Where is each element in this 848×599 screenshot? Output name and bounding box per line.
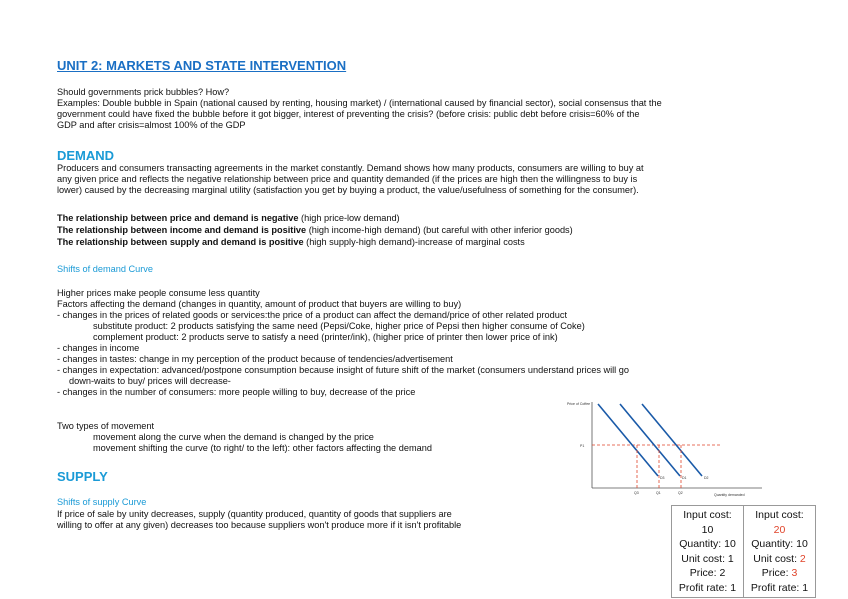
demand-heading: DEMAND bbox=[57, 148, 115, 163]
demand-line: any given price and reflects the negative relationship between price and quantity demanded (if the prices are high then the willingness to buy is bbox=[57, 174, 638, 184]
intro-line: government could have fixed the bubble before it got bigger, interest of preventing the crisis? (before crisis: public debt before crisis=60% of the bbox=[57, 109, 640, 119]
curve-label-d1: D1 bbox=[682, 476, 687, 480]
quantity-label-q2: Q2 bbox=[678, 491, 683, 495]
demand-line: Producers and consumers transacting agreements in the market constantly. Demand shows how many products, consumers are willing to buy at bbox=[57, 163, 644, 173]
price-label: P1 bbox=[580, 444, 585, 448]
movement-line: Two types of movement bbox=[57, 421, 155, 431]
intro-line: GDP and after crisis=almost 100% of the GDP bbox=[57, 120, 246, 130]
demand-shift-chart bbox=[562, 398, 768, 498]
supply-heading: SUPPLY bbox=[57, 469, 108, 484]
movement-section bbox=[57, 421, 432, 454]
cost-table-right: Input cost: 20 Quantity: 10 Unit cost: 2 Price: 3 Profit rate: 1 bbox=[744, 506, 816, 598]
shift-line: substitute product: 2 products satisfying the same need (Pepsi/Coke, higher price of Pepsi then higher consume of Coke) bbox=[93, 321, 585, 331]
shift-line: - changes in tastes: change in my perception of the product because of tendencies/advertisement bbox=[57, 354, 453, 364]
y-axis-label: Price of Coffee bbox=[567, 402, 591, 406]
shift-line: - changes in the prices of related goods or services:the price of a product can affect the demand/price of other related product bbox=[57, 310, 568, 320]
shift-line: - changes in expectation: advanced/postpone consumption because insight of future shift of the market (consumers understand prices will go bbox=[57, 365, 629, 375]
relationship-line: The relationship between income and demand is positive (high income-high demand) (but careful with other inferior goods) bbox=[57, 225, 573, 235]
demand-shifts-list bbox=[57, 288, 629, 398]
shift-line: down-waits to buy/ prices will decrease- bbox=[69, 376, 231, 386]
supply-shifts-heading: Shifts of supply Curve bbox=[57, 497, 147, 507]
page-title: UNIT 2: MARKETS AND STATE INTERVENTION bbox=[57, 58, 347, 73]
shift-line: Factors affecting the demand (changes in quantity, amount of product that buyers are willing to buy) bbox=[57, 299, 462, 309]
supply-line: If price of sale by unity decreases, supply (quantity produced, quantity of goods that suppliers are bbox=[57, 509, 452, 519]
quantity-label-q3: Q3 bbox=[634, 491, 639, 495]
supply-paragraph bbox=[57, 509, 461, 531]
shift-line: Higher prices make people consume less quantity bbox=[57, 288, 260, 298]
x-axis-label: Quantity demanded bbox=[714, 493, 745, 497]
shift-line: - changes in income bbox=[57, 343, 140, 353]
curve-label-d2: D2 bbox=[704, 476, 709, 480]
intro-section bbox=[57, 87, 662, 131]
demand-shifts-heading: Shifts of demand Curve bbox=[57, 264, 154, 274]
demand-line: lower) caused by the decreasing marginal utility (satisfaction you get by buying a product, the value/usefulness of something for the consumer). bbox=[57, 185, 639, 195]
relationships-block bbox=[57, 212, 573, 248]
curve-label-d3: D3 bbox=[660, 476, 665, 480]
relationship-line: The relationship between price and demand is negative (high price-low demand) bbox=[57, 213, 400, 223]
movement-line: movement along the curve when the demand is changed by the price bbox=[93, 432, 374, 442]
shift-line: - changes in the number of consumers: more people willing to buy, decrease of the price bbox=[57, 387, 416, 397]
intro-line: Should governments prick bubbles? How? bbox=[57, 87, 230, 97]
quantity-label-q1: Q1 bbox=[656, 491, 661, 495]
shift-line: complement product: 2 products serve to satisfy a need (printer/ink), (higher price of printer then lower price of ink) bbox=[93, 332, 558, 342]
relationship-line: The relationship between supply and demand is positive (high supply-high demand)-increase of marginal costs bbox=[57, 237, 525, 247]
cost-table bbox=[671, 505, 816, 598]
movement-line: movement shifting the curve (to right/ to the left): other factors affecting the demand bbox=[93, 443, 432, 453]
supply-line: willing to offer at any given) decreases too because suppliers won't produce more if it isn't profitable bbox=[57, 520, 462, 530]
demand-paragraph bbox=[57, 163, 644, 196]
intro-line: Examples: Double bubble in Spain (national caused by renting, housing market) / (international caused by financial sector), social consensus that the bbox=[57, 98, 662, 108]
cost-table-left: Input cost: 10 Quantity: 10 Unit cost: 1 Price: 2 Profit rate: 1 bbox=[672, 506, 744, 598]
